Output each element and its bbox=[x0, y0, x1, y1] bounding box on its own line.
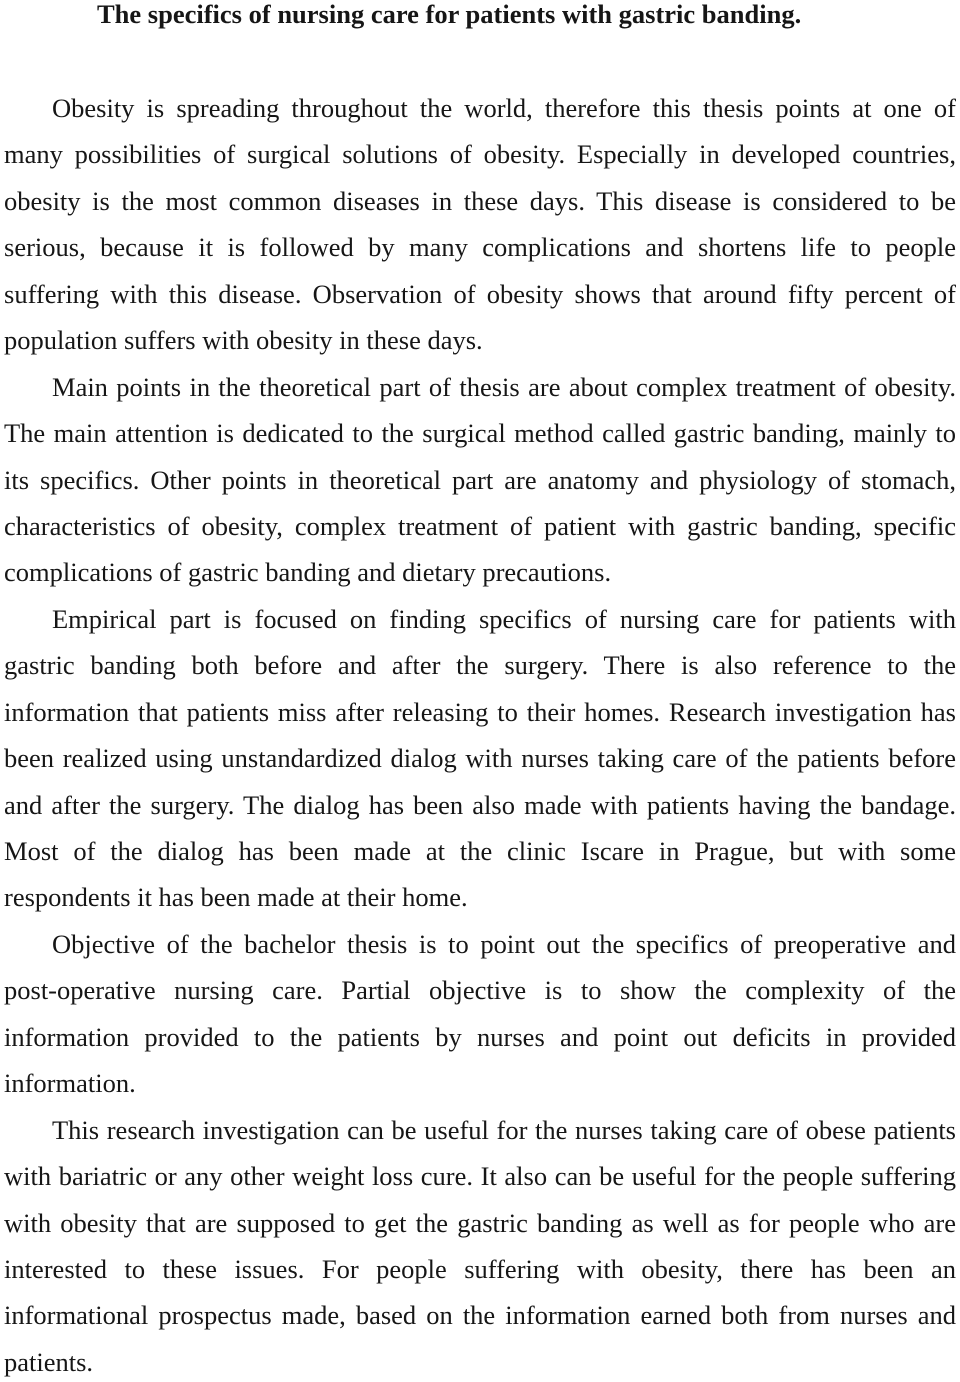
paragraph-line: its specifics. Other points in theoretical part are anatomy and physiology of stomach, bbox=[4, 464, 956, 495]
paragraph-line: Obesity is spreading throughout the world, therefore this thesis points at one of bbox=[52, 93, 956, 123]
paragraph-line: with obesity that are supposed to get the gastric banding as well as for people who are bbox=[4, 1207, 956, 1238]
paragraph bbox=[4, 926, 956, 1101]
document-body bbox=[4, 90, 956, 1380]
paragraph-line: Most of the dialog has been made at the clinic Iscare in Prague, but with some bbox=[4, 836, 956, 866]
paragraph-line: population suffers with obesity in these days. bbox=[4, 325, 483, 356]
paragraph-line: Empirical part is focused on finding specifics of nursing care for patients with bbox=[52, 603, 956, 634]
paragraph-line: suffering with this disease. Observation of obesity shows that around fifty percent of bbox=[4, 278, 956, 309]
paragraph bbox=[4, 369, 956, 591]
paragraph-line: many possibilities of surgical solutions of obesity. Especially in developed countries, bbox=[4, 139, 956, 170]
paragraph-line: information that patients miss after releasing to their homes. Research investigation has bbox=[4, 696, 956, 727]
paragraph-line: been realized using unstandardized dialog with nurses taking care of the patients before bbox=[4, 743, 956, 774]
paragraph bbox=[4, 1112, 956, 1380]
paragraph-line: complications of gastric banding and dietary precautions. bbox=[4, 557, 612, 588]
paragraph-line: This research investigation can be useful for the nurses taking care of obese patients bbox=[52, 1114, 956, 1145]
paragraph-line: information provided to the patients by nurses and point out deficits in provided bbox=[4, 1021, 956, 1052]
paragraph-line: Objective of the bachelor thesis is to point out the specifics of preoperative and bbox=[52, 928, 956, 959]
paragraph-line: with bariatric or any other weight loss cure. It also can be useful for the people suffering bbox=[4, 1161, 956, 1192]
paragraph bbox=[4, 601, 956, 916]
document-title: The specifics of nursing care for patients with gastric banding. bbox=[97, 0, 802, 29]
paragraph-line: obesity is the most common diseases in these days. This disease is considered to be bbox=[4, 185, 956, 216]
paragraph-line: gastric banding both before and after the surgery. There is also reference to the bbox=[4, 650, 956, 681]
paragraph-line: and after the surgery. The dialog has been also made with patients having the bandage. bbox=[4, 789, 956, 820]
paragraph-line: patients. bbox=[4, 1346, 94, 1377]
paragraph-line: information. bbox=[4, 1068, 136, 1099]
paragraph-line: characteristics of obesity, complex treatment of patient with gastric banding, specific bbox=[4, 510, 956, 541]
paragraph-line: post-operative nursing care. Partial objective is to show the complexity of the bbox=[4, 975, 956, 1006]
paragraph-line: respondents it has been made at their home. bbox=[4, 882, 468, 913]
paragraph-line: Main points in the theoretical part of thesis are about complex treatment of obesity. bbox=[52, 371, 956, 402]
paragraph-line: informational prospectus made, based on the information earned both from nurses and bbox=[4, 1300, 956, 1331]
paragraph-line: interested to these issues. For people suffering with obesity, there has been an bbox=[4, 1253, 956, 1284]
paragraph bbox=[4, 90, 956, 358]
paragraph-line: The main attention is dedicated to the surgical method called gastric banding, mainly to bbox=[4, 418, 956, 449]
paragraph-line: serious, because it is followed by many complications and shortens life to people bbox=[4, 232, 956, 263]
